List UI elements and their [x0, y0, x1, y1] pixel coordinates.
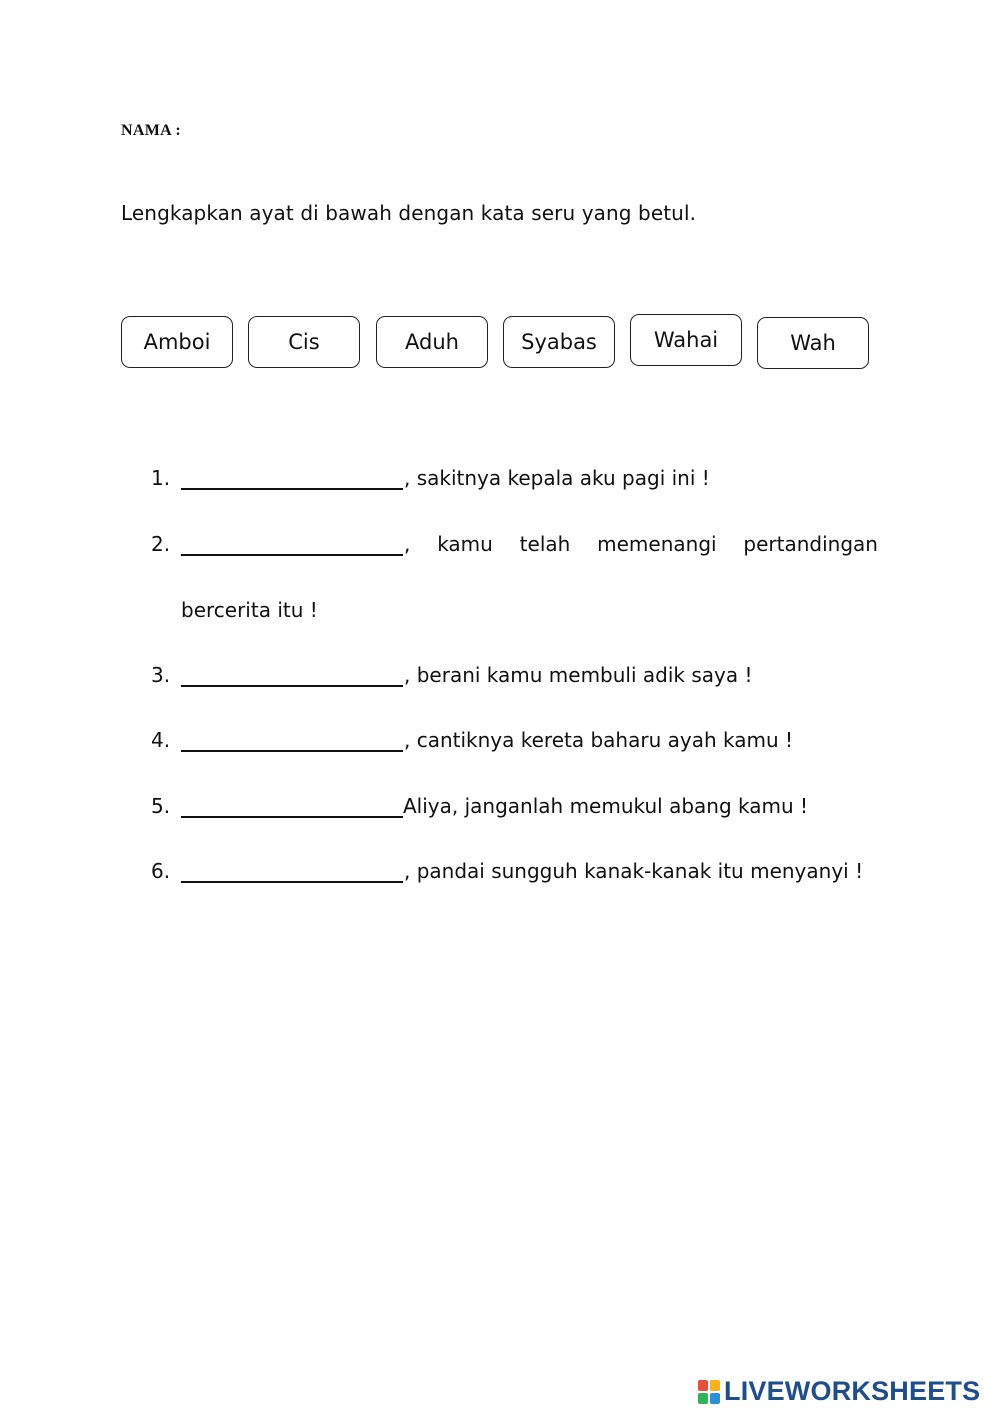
instruction-text: Lengkapkan ayat di bawah dengan kata seru yang betul. [121, 201, 697, 225]
question-text: , berani kamu membuli adik saya ! [404, 663, 753, 687]
question-text: , cantiknya kereta baharu ayah kamu ! [404, 728, 794, 752]
answer-blank-3[interactable] [181, 663, 403, 687]
question-number: 2. [151, 532, 171, 556]
logo-text: LIVEWORKSHEETS [724, 1376, 981, 1406]
question-continuation: bercerita itu ! [181, 598, 318, 622]
answer-blank-5[interactable] [181, 794, 403, 818]
question-number: 5. [151, 794, 171, 818]
word-box-syabas[interactable]: Syabas [503, 316, 615, 368]
answer-blank-6[interactable] [181, 859, 403, 883]
logo-square-icon [698, 1380, 708, 1391]
question-number: 3. [151, 663, 171, 687]
question-word: memenangi [597, 532, 717, 556]
word-box-aduh[interactable]: Aduh [376, 316, 488, 368]
question-word: pertandingan [743, 532, 878, 556]
word-box-amboi[interactable]: Amboi [121, 316, 233, 368]
liveworksheets-logo [698, 1376, 980, 1407]
question-number: 1. [151, 466, 171, 490]
question-word: telah [519, 532, 571, 556]
question-text [404, 532, 878, 556]
answer-blank-1[interactable] [181, 466, 403, 490]
question-word: , [404, 532, 411, 556]
word-box-wah[interactable]: Wah [757, 317, 869, 369]
logo-square-icon [698, 1393, 708, 1404]
question-text: , pandai sungguh kanak-kanak itu menyanyi ! [404, 859, 864, 883]
question-word: kamu [437, 532, 493, 556]
logo-square-icon [710, 1393, 720, 1404]
answer-blank-4[interactable] [181, 728, 403, 752]
question-text: , sakitnya kepala aku pagi ini ! [404, 466, 710, 490]
answer-blank-2[interactable] [181, 532, 403, 556]
word-box-cis[interactable]: Cis [248, 316, 360, 368]
question-number: 4. [151, 728, 171, 752]
logo-square-icon [710, 1380, 720, 1391]
question-number: 6. [151, 859, 171, 883]
name-label: NAMA : [121, 122, 182, 139]
question-text: Aliya, janganlah memukul abang kamu ! [403, 794, 809, 818]
liveworksheets-logo-icon [698, 1380, 720, 1404]
word-box-wahai[interactable]: Wahai [630, 314, 742, 366]
